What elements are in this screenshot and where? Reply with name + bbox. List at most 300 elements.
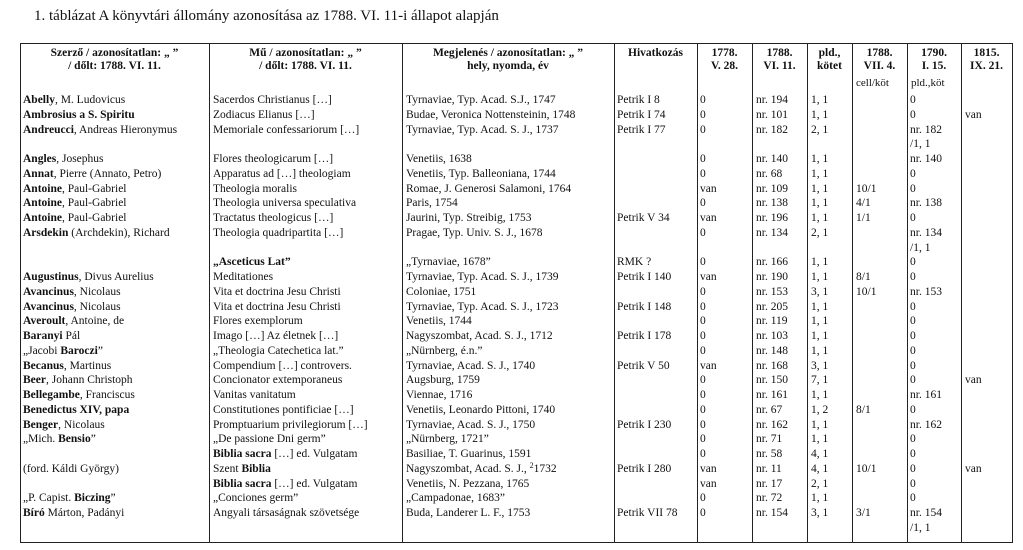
cell-author	[23, 359, 205, 373]
cell-1788-vi: nr. 190	[756, 271, 788, 283]
table-row	[20, 418, 1013, 432]
publication-text: „Nürnberg, é.n.”	[406, 344, 483, 357]
cell-copies: 3, 1	[811, 285, 829, 298]
author-rest: ”	[90, 433, 96, 446]
cell-1788-vi: nr. 168	[756, 359, 788, 372]
cell-work	[213, 447, 403, 461]
cell-work	[213, 108, 403, 122]
work-title: […] ed. Vulgatam	[271, 448, 358, 460]
cell-1778: 0	[700, 448, 706, 460]
subheader-pld: pld.,köt	[911, 77, 945, 89]
cell-copies: 1, 1	[811, 330, 829, 342]
table-row	[20, 167, 1013, 181]
cell-publication	[406, 211, 613, 225]
cell-work	[213, 329, 403, 343]
cell-author	[23, 329, 205, 343]
cell-reference: Petrik I 280	[617, 462, 672, 475]
publication-text: Venetiis, N. Pezzana, 1765	[406, 477, 530, 490]
cell-work	[213, 477, 403, 491]
cell-author	[23, 123, 205, 137]
cell-copies: 3, 1	[811, 507, 829, 519]
cell-reference: Petrik I 77	[617, 123, 666, 136]
cell-copies: 2, 1	[811, 123, 829, 136]
cell-work	[213, 491, 403, 505]
work-bold: Biblia	[241, 462, 271, 475]
cell-1790: nr. 134	[910, 226, 942, 239]
cell-1788-vii: 4/1	[856, 197, 871, 210]
cell-1778: 0	[700, 153, 706, 165]
table-row	[20, 123, 1013, 137]
work-title: Meditationes	[213, 271, 274, 283]
cell-author	[23, 373, 205, 387]
cell-1778: 0	[700, 197, 706, 210]
cell-1778: 0	[700, 403, 706, 416]
cell-author	[23, 388, 205, 402]
cell-author	[23, 226, 205, 240]
cell-1790: nr. 162	[910, 418, 942, 431]
table-row	[20, 477, 1013, 491]
header-work: Mű / azonosítatlan: „ ” / dőlt: 1788. VI. 11.	[249, 47, 362, 72]
table-row	[20, 241, 1013, 255]
cell-1790: /1, 1	[910, 241, 931, 254]
cell-work	[213, 300, 403, 314]
cell-1790: 0	[910, 94, 916, 106]
publication-text: Paris, 1754	[406, 197, 458, 210]
work-title: Zodiacus Elianus […]	[213, 108, 315, 121]
cell-1788-vii: 8/1	[856, 403, 871, 416]
cell-author	[23, 418, 205, 432]
work-title: Tractatus theologicus […]	[213, 212, 334, 224]
header-1788-vi: 1788. VI. 11.	[763, 47, 796, 72]
cell-1788-vi: nr. 67	[756, 403, 783, 416]
cell-work	[213, 403, 403, 417]
cell-1778: 0	[700, 374, 706, 387]
cell-1788-vi: nr. 161	[756, 389, 788, 401]
publication-text: „Nürnberg, 1721”	[406, 433, 489, 446]
author-surname: Benger	[23, 418, 59, 431]
author-prefix: „Mich.	[23, 433, 59, 446]
cell-1778: 0	[700, 123, 706, 136]
cell-reference: Petrik I 8	[617, 94, 660, 106]
work-title: Vanitas vanitatum	[213, 389, 296, 401]
author-rest: ”	[110, 492, 116, 505]
table-row	[20, 137, 1013, 151]
work-title: Theologia moralis	[213, 182, 297, 195]
cell-work	[213, 462, 403, 476]
header-author: Szerző / azonosítatlan: „ ” / dőlt: 1788. VI. 11.	[50, 47, 179, 72]
author-surname: Baranyi	[23, 330, 63, 342]
subheader-cell: cell/köt	[856, 77, 889, 89]
publication-text: Tyrnaviae, Acad. S. J., 1750	[406, 418, 536, 431]
cell-publication	[406, 359, 613, 373]
cell-work	[213, 506, 403, 520]
author-rest: , Andreas Hieronymus	[73, 123, 178, 136]
cell-1815: van	[965, 374, 982, 387]
author-surname: Averoult	[23, 315, 66, 328]
publication-text: Tyrnaviae, Typ. Acad. S. J., 1737	[406, 123, 559, 136]
publication-text: Augsburg, 1759	[406, 374, 480, 387]
cell-work	[213, 123, 403, 137]
cell-1778: 0	[700, 94, 706, 106]
work-prefix: Szent	[213, 462, 242, 475]
cell-1790: 0	[910, 492, 916, 505]
work-title: Promptuarium privilegiorum […]	[213, 418, 368, 431]
cell-publication	[406, 314, 613, 328]
cell-publication	[406, 329, 613, 343]
table-row	[20, 359, 1013, 373]
work-bold: Biblia sacra	[213, 448, 272, 460]
cell-publication	[406, 462, 613, 476]
author-rest: , Nicolaus	[73, 285, 121, 298]
work-title: Sacerdos Christianus […]	[213, 94, 332, 106]
cell-work	[213, 359, 403, 373]
author-prefix: „Jacobi	[23, 344, 61, 357]
publication-text: Tyrnaviae, Typ. Acad. S. J., 1739	[406, 271, 559, 283]
work-title: Constitutiones pontificiae […]	[213, 403, 354, 416]
cell-1778: 0	[700, 507, 706, 519]
cell-1790: nr. 153	[910, 285, 942, 298]
author-rest: Pál	[62, 330, 81, 342]
cell-work	[213, 255, 403, 269]
cell-work	[213, 196, 403, 210]
cell-1788-vi: nr. 182	[756, 123, 788, 136]
cell-work	[213, 344, 403, 358]
cell-1778: 0	[700, 418, 706, 431]
cell-copies: 1, 1	[811, 418, 829, 431]
author-surname: Augustinus	[23, 271, 79, 283]
cell-work	[213, 93, 403, 107]
cell-1790: 0	[910, 212, 916, 224]
cell-1788-vi: nr. 68	[756, 167, 783, 180]
header-1815: 1815. IX. 21.	[970, 47, 1003, 72]
cell-work	[213, 152, 403, 166]
cell-publication	[406, 182, 613, 196]
header-1778: 1778. V. 28.	[711, 47, 738, 72]
cell-publication	[406, 108, 613, 122]
cell-1790: 0	[910, 433, 916, 446]
author-surname: Annat	[23, 167, 54, 180]
publication-text: Tyrnaviae, Acad. S. J., 1740	[406, 359, 536, 372]
cell-1790: nr. 182	[910, 123, 942, 136]
cell-publication	[406, 196, 613, 210]
header-reference: Hivatkozás	[628, 47, 683, 59]
publication-text: Pragae, Typ. Univ. S. J., 1678	[406, 226, 543, 239]
table-row	[20, 255, 1013, 269]
cell-reference: Petrik I 178	[617, 330, 672, 342]
work-title: Angyali társaságnak szövetsége	[213, 507, 360, 519]
table-bottom-border	[20, 542, 1013, 543]
work-title: Theologia quadripartita […]	[213, 226, 344, 239]
cell-reference: Petrik I 140	[617, 271, 672, 283]
cell-publication	[406, 491, 613, 505]
cell-reference: Petrik V 50	[617, 359, 670, 372]
cell-publication	[406, 270, 613, 284]
publication-text: „Tyrnaviae, 1678”	[406, 256, 491, 269]
author-rest: , Pierre (Annato, Petro)	[53, 167, 162, 180]
cell-1788-vi: nr. 119	[756, 315, 788, 328]
cell-1778: 0	[700, 285, 706, 298]
cell-reference: Petrik I 74	[617, 108, 666, 121]
cell-work	[213, 314, 403, 328]
author-surname: Abelly	[23, 94, 55, 106]
cell-1778: 0	[700, 108, 706, 121]
work-title: „De passione Dni germ”	[213, 433, 326, 446]
author-surname: Benedictus XIV, papa	[23, 403, 130, 416]
author-rest: , M. Ludovicus	[54, 94, 126, 106]
author-surname: Antoine	[23, 212, 62, 224]
author-rest: , Josephus	[56, 153, 104, 165]
table-caption: 1. táblázat A könyvtári állomány azonosítása az 1788. VI. 11-i állapot alapján	[34, 8, 499, 24]
cell-1790: nr. 140	[910, 153, 942, 165]
table-row	[20, 344, 1013, 358]
cell-publication	[406, 418, 613, 432]
publication-text: Basiliae, T. Guarinus, 1591	[406, 448, 532, 460]
cell-author	[23, 108, 205, 122]
cell-reference: Petrik VII 78	[617, 507, 678, 519]
cell-work	[213, 373, 403, 387]
cell-1778: 0	[700, 226, 706, 239]
cell-copies: 1, 1	[811, 492, 829, 505]
cell-copies: 1, 1	[811, 167, 829, 180]
cell-copies: 1, 1	[811, 182, 829, 195]
publication-text: Venetiis, 1638	[406, 153, 472, 165]
author-surname: Antoine	[23, 197, 62, 210]
cell-1778: 0	[700, 433, 706, 446]
cell-author	[23, 211, 205, 225]
cell-work	[213, 285, 403, 299]
author-rest: , Paul-Gabriel	[61, 182, 127, 195]
author-rest: , Nicolaus	[73, 300, 121, 313]
cell-reference: RMK ?	[617, 256, 652, 269]
cell-copies: 3, 1	[811, 359, 829, 372]
cell-1790: 0	[910, 344, 916, 357]
table-row	[20, 329, 1013, 343]
table-row	[20, 182, 1013, 196]
author-surname: Becanus	[23, 359, 64, 372]
author-surname: Angles	[23, 153, 57, 165]
cell-1788-vii: 8/1	[856, 271, 871, 283]
cell-publication	[406, 285, 613, 299]
cell-author	[23, 152, 205, 166]
author-surname: Antoine	[23, 182, 62, 195]
cell-1778: van	[700, 182, 717, 195]
cell-publication	[406, 344, 613, 358]
publication-text: Coloniae, 1751	[406, 285, 477, 298]
work-title: Flores theologicarum […]	[213, 153, 334, 165]
cell-copies: 1, 1	[811, 271, 829, 283]
publication-text: Viennae, 1716	[406, 389, 473, 401]
cell-1778: 0	[700, 167, 706, 180]
header-copies: pld., kötet	[817, 47, 842, 72]
work-title: Apparatus ad […] theologiam	[213, 167, 351, 180]
table-row	[20, 152, 1013, 166]
cell-1778: 0	[700, 315, 706, 328]
author-rest: , Martinus	[63, 359, 112, 372]
table-row	[20, 108, 1013, 122]
table-row	[20, 196, 1013, 210]
cell-1788-vi: nr. 140	[756, 153, 788, 165]
cell-1778: 0	[700, 330, 706, 342]
author-surname: Biczing	[74, 492, 111, 505]
table-row	[20, 403, 1013, 417]
cell-1790: 0	[910, 448, 916, 460]
cell-1788-vi: nr. 17	[756, 477, 783, 490]
cell-copies: 7, 1	[811, 374, 829, 387]
cell-1790: /1, 1	[910, 521, 931, 534]
author-surname: Beer	[23, 374, 46, 387]
cell-copies: 1, 1	[811, 153, 829, 165]
table-row	[20, 447, 1013, 461]
table-row	[20, 521, 1013, 535]
table-row	[20, 491, 1013, 505]
author-rest: , Nicolaus	[58, 418, 105, 431]
cell-copies: 1, 1	[811, 197, 829, 210]
cell-1778: 0	[700, 492, 706, 505]
publication-text: Romae, J. Generosi Salamoni, 1764	[406, 182, 572, 195]
cell-publication	[406, 300, 613, 314]
work-title: Concionator extemporaneus	[213, 374, 343, 387]
cell-1778: van	[700, 477, 717, 490]
table-row	[20, 373, 1013, 387]
table-row	[20, 462, 1013, 476]
cell-publication	[406, 388, 613, 402]
publication-text: Nagyszombat, Acad. S. J., 1712	[406, 330, 553, 342]
cell-1815: van	[965, 108, 982, 121]
cell-1788-vi: nr. 71	[756, 433, 783, 446]
publication-text: Nagyszombat, Acad. S. J.,	[406, 462, 530, 475]
cell-author	[23, 506, 205, 520]
work-title: Vita et doctrina Jesu Christi	[213, 300, 341, 313]
cell-1790: nr. 154	[910, 507, 942, 519]
cell-publication	[406, 403, 613, 417]
table-row	[20, 93, 1013, 107]
author-surname: Avancinus	[23, 300, 74, 313]
cell-1788-vi: nr. 148	[756, 344, 788, 357]
cell-1790: 0	[910, 167, 916, 180]
cell-author	[23, 344, 205, 358]
cell-1790: 0	[910, 182, 916, 195]
work-title: […] ed. Vulgatam	[271, 477, 358, 490]
publication-text: Venetiis, Typ. Balleoniana, 1744	[406, 167, 556, 180]
cell-1788-vi: nr. 194	[756, 94, 788, 106]
cell-1790: 0	[910, 462, 916, 475]
cell-1778: van	[700, 212, 717, 224]
author-rest: , Paul-Gabriel	[61, 197, 127, 210]
header-publication: Megjelenés / azonosítatlan: „ ” hely, nyomda, év	[432, 47, 584, 72]
cell-publication	[406, 123, 613, 137]
publication-text: Jaurini, Typ. Streibig, 1753	[406, 212, 532, 224]
cell-1778: 0	[700, 344, 706, 357]
cell-author	[23, 270, 205, 284]
cell-work	[213, 182, 403, 196]
cell-1790: 0	[910, 256, 916, 269]
cell-work	[213, 211, 403, 225]
cell-1788-vi: nr. 103	[756, 330, 788, 342]
author-prefix: „P. Capist.	[23, 492, 75, 505]
work-bold: „Asceticus Lat”	[213, 256, 291, 269]
work-title: Imago […] Az életnek […]	[213, 330, 339, 342]
cell-1788-vi: nr. 11	[756, 462, 782, 475]
cell-1788-vi: nr. 101	[756, 108, 788, 121]
author-surname: Bíró	[23, 507, 45, 519]
cell-1790: 0	[910, 271, 916, 283]
cell-copies: 1, 1	[811, 315, 829, 328]
cell-copies: 1, 1	[811, 300, 829, 313]
work-title: Compendium […] controvers.	[213, 359, 352, 372]
cell-work	[213, 388, 403, 402]
publication-text: Venetiis, Leonardo Pittoni, 1740	[406, 403, 556, 416]
table-row	[20, 211, 1013, 225]
cell-1790: 0	[910, 330, 916, 342]
cell-copies: 1, 1	[811, 389, 829, 401]
cell-publication	[406, 93, 613, 107]
cell-1788-vi: nr. 166	[756, 256, 788, 269]
table-row	[20, 285, 1013, 299]
cell-1788-vii: 1/1	[856, 212, 871, 224]
publication-text: Venetiis, 1744	[406, 315, 472, 328]
cell-publication	[406, 373, 613, 387]
cell-author	[23, 167, 205, 181]
cell-1788-vii: 3/1	[856, 507, 871, 519]
cell-author	[23, 462, 205, 476]
cell-1778: van	[700, 271, 717, 283]
cell-author	[23, 285, 205, 299]
cell-copies: 1, 2	[811, 403, 829, 416]
cell-author	[23, 432, 205, 446]
cell-1788-vi: nr. 109	[756, 182, 788, 195]
author-rest: , Paul-Gabriel	[61, 212, 127, 224]
publication-text: Budae, Veronica Nottensteinin, 1748	[406, 108, 576, 121]
cell-copies: 1, 1	[811, 94, 829, 106]
cell-1790: 0	[910, 403, 916, 416]
cell-publication	[406, 477, 613, 491]
cell-1790: 0	[910, 359, 916, 372]
cell-1790: 0	[910, 108, 916, 121]
work-title: Flores exemplorum	[213, 315, 303, 328]
header-1788-vii: 1788. VII. 4.	[863, 47, 896, 72]
cell-copies: 4, 1	[811, 448, 829, 460]
cell-1778: van	[700, 359, 717, 372]
cell-work	[213, 167, 403, 181]
cell-copies: 4, 1	[811, 462, 829, 475]
cell-publication	[406, 167, 613, 181]
cell-1788-vi: nr. 134	[756, 226, 788, 239]
author-surname: Bensio	[58, 433, 91, 446]
cell-publication	[406, 506, 613, 520]
table-row	[20, 226, 1013, 240]
cell-author	[23, 314, 205, 328]
inventory-table	[20, 43, 1013, 543]
cell-1788-vi: nr. 205	[756, 300, 788, 313]
cell-work	[213, 432, 403, 446]
cell-1788-vi: nr. 150	[756, 374, 788, 387]
cell-1788-vi: nr. 154	[756, 507, 788, 519]
cell-work	[213, 270, 403, 284]
cell-1790: nr. 138	[910, 197, 942, 210]
cell-1790: /1, 1	[910, 138, 931, 151]
publication-text: Tyrnaviae, Typ. Acad. S.J., 1747	[406, 94, 556, 106]
cell-1788-vi: nr. 58	[756, 448, 783, 460]
author-rest: , Divus Aurelius	[78, 271, 154, 283]
table-row	[20, 388, 1013, 402]
cell-1788-vii: 10/1	[856, 462, 877, 475]
author-surname: Baroczi	[60, 344, 98, 357]
cell-1778: 0	[700, 256, 706, 269]
work-title: „Theologia Catechetica lat.”	[213, 344, 344, 357]
author-surname: Arsdekin	[23, 226, 69, 239]
work-title: Theologia universa speculativa	[213, 197, 357, 210]
cell-1778: van	[700, 462, 717, 475]
